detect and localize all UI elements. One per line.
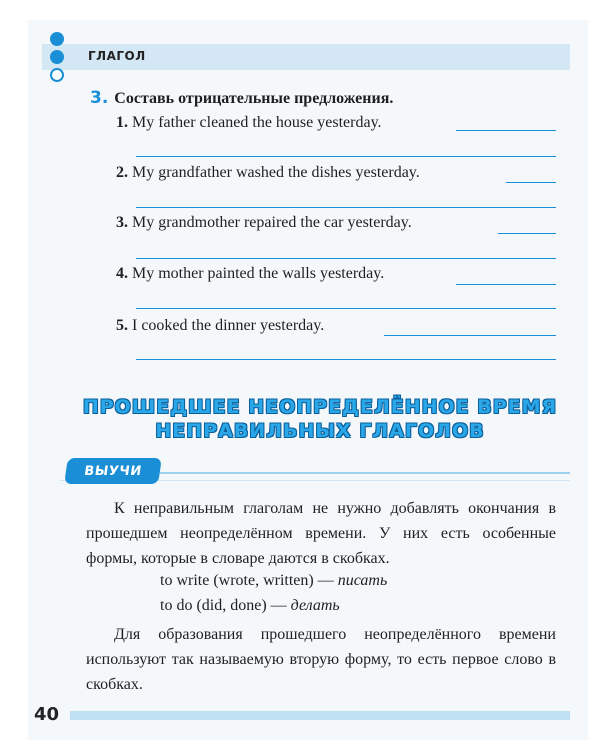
exercise-item: 2. My grandfather washed the dishes yesterday. xyxy=(116,164,420,181)
answer-line[interactable] xyxy=(506,182,556,183)
answer-line[interactable] xyxy=(456,284,556,285)
exercise-item: 3. My grandmother repaired the car yesterday. xyxy=(116,214,412,231)
level-dot-empty xyxy=(50,68,64,82)
exercise-number: 3. xyxy=(90,88,109,108)
answer-line[interactable] xyxy=(136,258,556,259)
level-dot-filled xyxy=(50,50,64,64)
topic-title-line2: НЕПРАВИЛЬНЫХ ГЛАГОЛОВ xyxy=(155,420,485,442)
answer-line[interactable] xyxy=(136,156,556,157)
exercise-item: 4. My mother painted the walls yesterday. xyxy=(116,265,385,282)
rule-paragraph-2: Для образования прошедшего неопределённого времени используют так называемую вторую форму, то есть первое слово в скобках. xyxy=(86,626,556,693)
level-dot-filled xyxy=(50,32,64,46)
page-number: 40 xyxy=(34,704,60,725)
answer-line[interactable] xyxy=(136,308,556,309)
exercise-heading xyxy=(90,88,393,108)
exercise-item: 1. My father cleaned the house yesterday. xyxy=(116,114,382,131)
exercise-item: 5. I cooked the dinner yesterday. xyxy=(116,317,325,334)
answer-line[interactable] xyxy=(456,130,556,131)
answer-line[interactable] xyxy=(136,207,556,208)
rule-paragraph: К неправильным глаголам не нужно добавлять окончания в прошедшем неопределённом времени. У них есть особенные формы, которые в словаре даются в скобках. xyxy=(86,500,556,567)
learn-badge: ВЫУЧИ xyxy=(64,458,162,484)
level-dots xyxy=(42,28,72,88)
footer-band xyxy=(70,711,570,720)
answer-line[interactable] xyxy=(498,233,556,234)
example-do: to do (did, done) — делать xyxy=(160,597,340,614)
answer-line[interactable] xyxy=(384,335,556,336)
divider xyxy=(160,472,570,474)
example-write: to write (wrote, written) — писать xyxy=(160,572,388,589)
answer-line[interactable] xyxy=(136,359,556,360)
exercise-instruction: Составь отрицательные предложения. xyxy=(114,90,394,107)
topic-title-line1: ПРОШЕДШЕЕ НЕОПРЕДЕЛЁННОЕ ВРЕМЯ xyxy=(82,396,558,418)
section-title: ГЛАГОЛ xyxy=(88,49,146,63)
